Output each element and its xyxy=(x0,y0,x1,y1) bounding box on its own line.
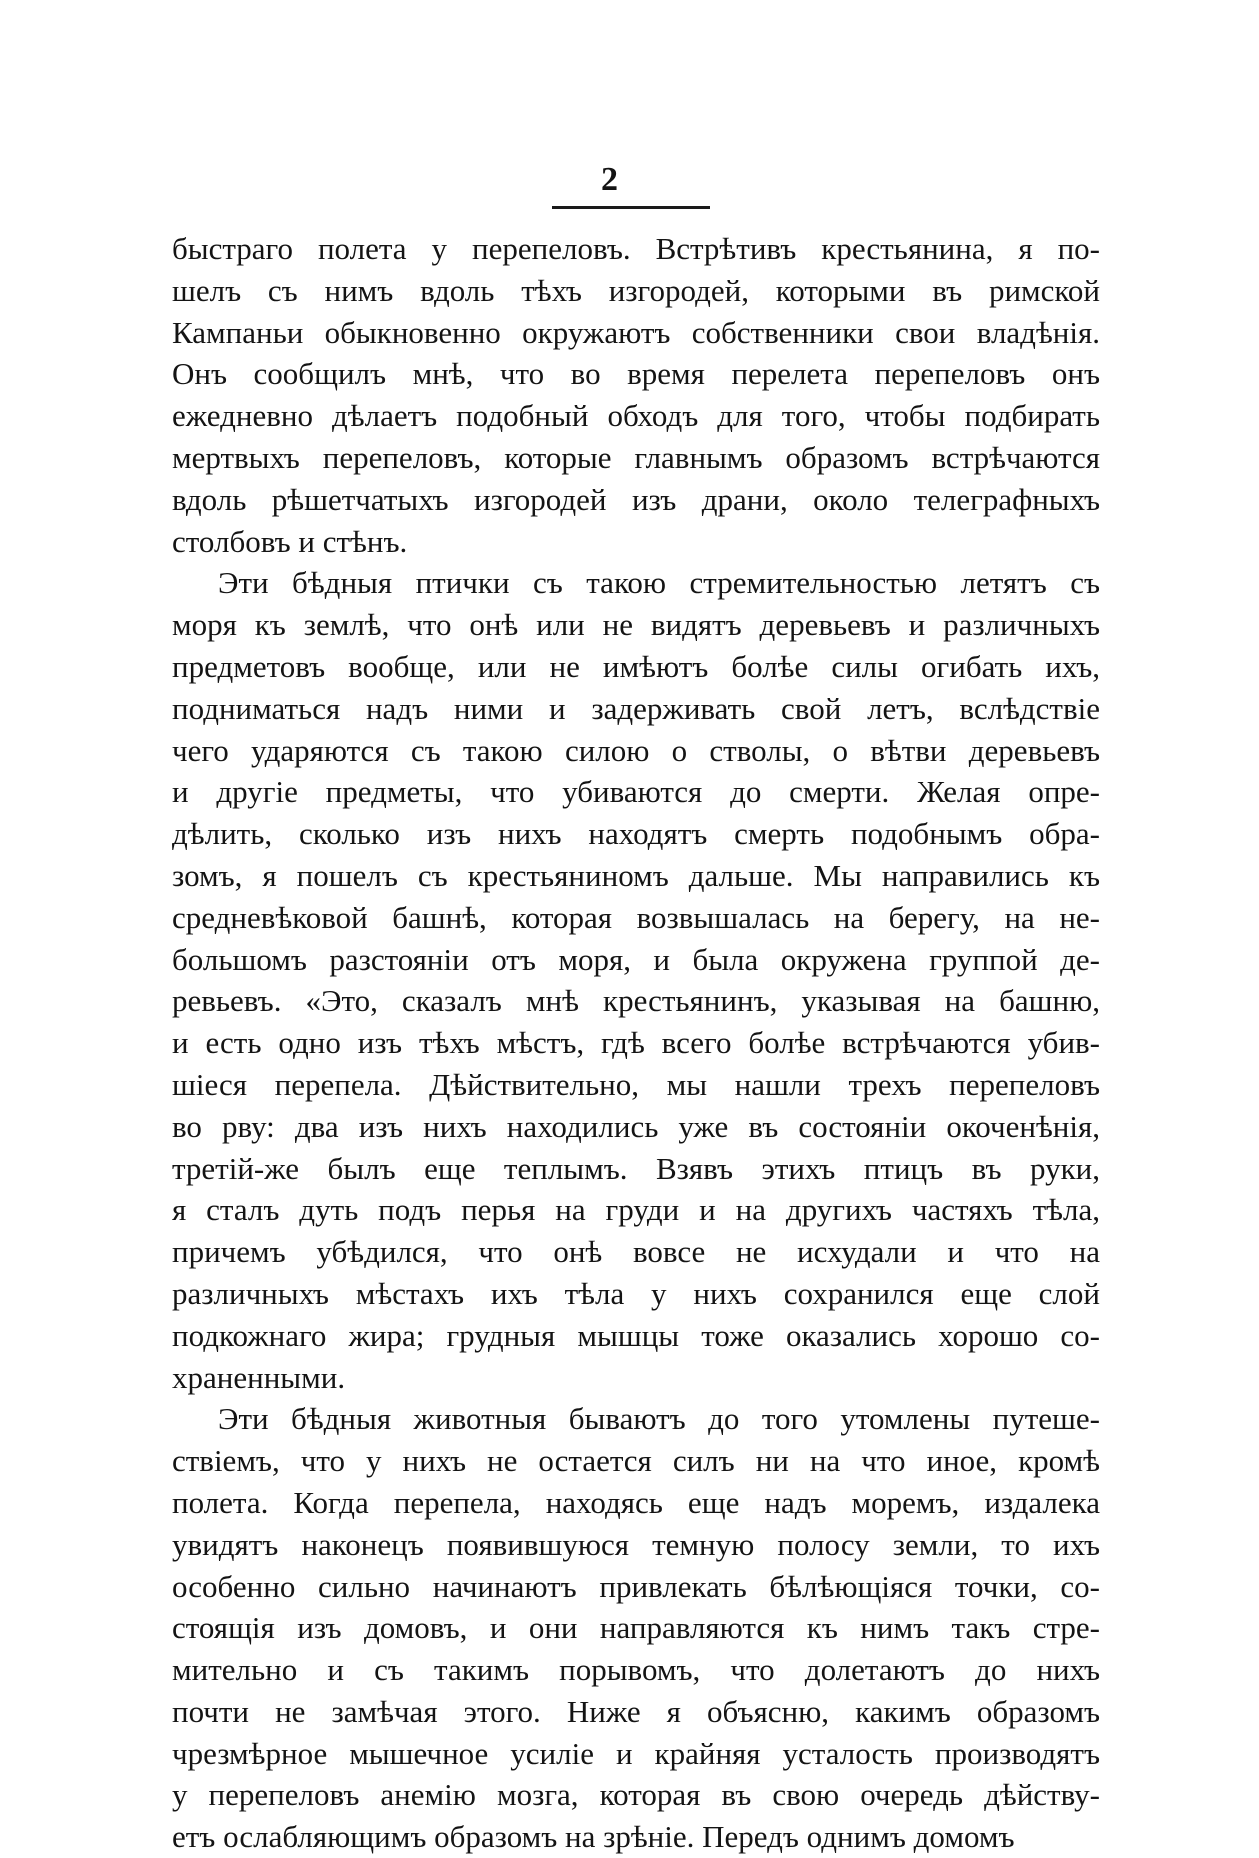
text-line: Эти бѣдныя животныя бываютъ до того утомлены путеше- xyxy=(218,1401,1100,1437)
text-line: стоящія изъ домовъ, и они направляются къ нимъ такъ стре- xyxy=(172,1610,1100,1646)
text-line: особенно сильно начинаютъ привлекать бѣлѣющіяся точки, со- xyxy=(172,1568,1100,1604)
body-text xyxy=(172,228,1100,1858)
page-number: 2 xyxy=(601,161,618,198)
text-line: Онъ сообщилъ мнѣ, что во время перелета перепеловъ онъ xyxy=(172,356,1100,392)
text-line: у перепеловъ анемію мозга, которая въ свою очередь дѣйству- xyxy=(172,1777,1100,1813)
text-line: чего ударяются съ такою силою о стволы, о вѣтви деревьевъ xyxy=(172,732,1100,768)
text-line: я сталъ дуть подъ перья на груди и на другихъ частяхъ тѣла, xyxy=(172,1192,1100,1228)
text-line: подкожнаго жира; грудныя мышцы тоже оказались хорошо со- xyxy=(172,1317,1100,1353)
text-line: быстраго полета у перепеловъ. Встрѣтивъ крестьянина, я по- xyxy=(172,231,1100,266)
paragraph xyxy=(172,1398,1100,1858)
text-line: различныхъ мѣстахъ ихъ тѣла у нихъ сохранился еще слой xyxy=(172,1275,1100,1311)
text-line: моря къ землѣ, что онѣ или не видятъ деревьевъ и различныхъ xyxy=(172,607,1100,643)
text-line: вдоль рѣшетчатыхъ изгородей изъ драни, около телеграфныхъ xyxy=(172,481,1100,517)
text-line: средневѣковой башнѣ, которая возвышалась на берегу, на не- xyxy=(172,899,1100,935)
header-rule xyxy=(552,206,710,209)
text-line: полета. Когда перепела, находясь еще надъ моремъ, издалека xyxy=(172,1484,1100,1520)
text-line: зомъ, я пошелъ съ крестьяниномъ дальше. Мы направились къ xyxy=(172,857,1100,893)
text-line: чрезмѣрное мышечное усиліе и крайняя усталость производятъ xyxy=(172,1735,1100,1771)
text-line: ствіемъ, что у нихъ не остается силъ ни на что иное, кромѣ xyxy=(172,1443,1100,1479)
text-line: третій-же былъ еще теплымъ. Взявъ этихъ птицъ въ руки, xyxy=(172,1150,1100,1186)
text-line: почти не замѣчая этого. Ниже я объясню, какимъ образомъ xyxy=(172,1693,1100,1729)
text-line: дѣлить, сколько изъ нихъ находятъ смерть подобнымъ обра- xyxy=(172,816,1100,852)
text-line: храненными. xyxy=(172,1359,346,1395)
paragraph xyxy=(172,562,1100,1398)
text-line: етъ ослабляющимъ образомъ на зрѣніе. Передъ однимъ домомъ xyxy=(172,1819,1015,1855)
text-line: подниматься надъ ними и задерживать свой летъ, вслѣдствіе xyxy=(172,690,1100,726)
text-line: и другіе предметы, что убиваются до смерти. Желая опре- xyxy=(172,774,1100,810)
text-line: увидятъ наконецъ появившуюся темную полосу земли, то ихъ xyxy=(172,1526,1100,1562)
text-line: столбовъ и стѣнъ. xyxy=(172,523,408,559)
text-line: большомъ разстояніи отъ моря, и была окружена группой де- xyxy=(172,941,1100,977)
text-line: ежедневно дѣлаетъ подобный обходъ для того, чтобы подбирать xyxy=(172,398,1100,434)
text-line: Эти бѣдныя птички съ такою стремительностью летятъ съ xyxy=(218,565,1100,601)
text-line: и есть одно изъ тѣхъ мѣстъ, гдѣ всего болѣе встрѣчаются убив- xyxy=(172,1025,1100,1061)
text-line: ревьевъ. «Это, сказалъ мнѣ крестьянинъ, указывая на башню, xyxy=(172,983,1100,1019)
text-line: причемъ убѣдился, что онѣ вовсе не исхудали и что на xyxy=(172,1234,1100,1270)
text-line: мительно и съ такимъ порывомъ, что долетаютъ до нихъ xyxy=(172,1652,1100,1688)
text-line: предметовъ вообще, или не имѣютъ болѣе силы огибать ихъ, xyxy=(172,648,1100,684)
text-line: шелъ съ нимъ вдоль тѣхъ изгородей, которыми въ римской xyxy=(172,272,1100,308)
text-line: Кампаньи обыкновенно окружаютъ собственники свои владѣнія. xyxy=(172,314,1100,350)
paragraph xyxy=(172,228,1100,562)
text-line: мертвыхъ перепеловъ, которые главнымъ образомъ встрѣчаются xyxy=(172,439,1100,475)
text-line: во рву: два изъ нихъ находились уже въ состояніи окоченѣнія, xyxy=(172,1108,1100,1144)
text-line: шіеся перепела. Дѣйствительно, мы нашли трехъ перепеловъ xyxy=(172,1066,1100,1102)
